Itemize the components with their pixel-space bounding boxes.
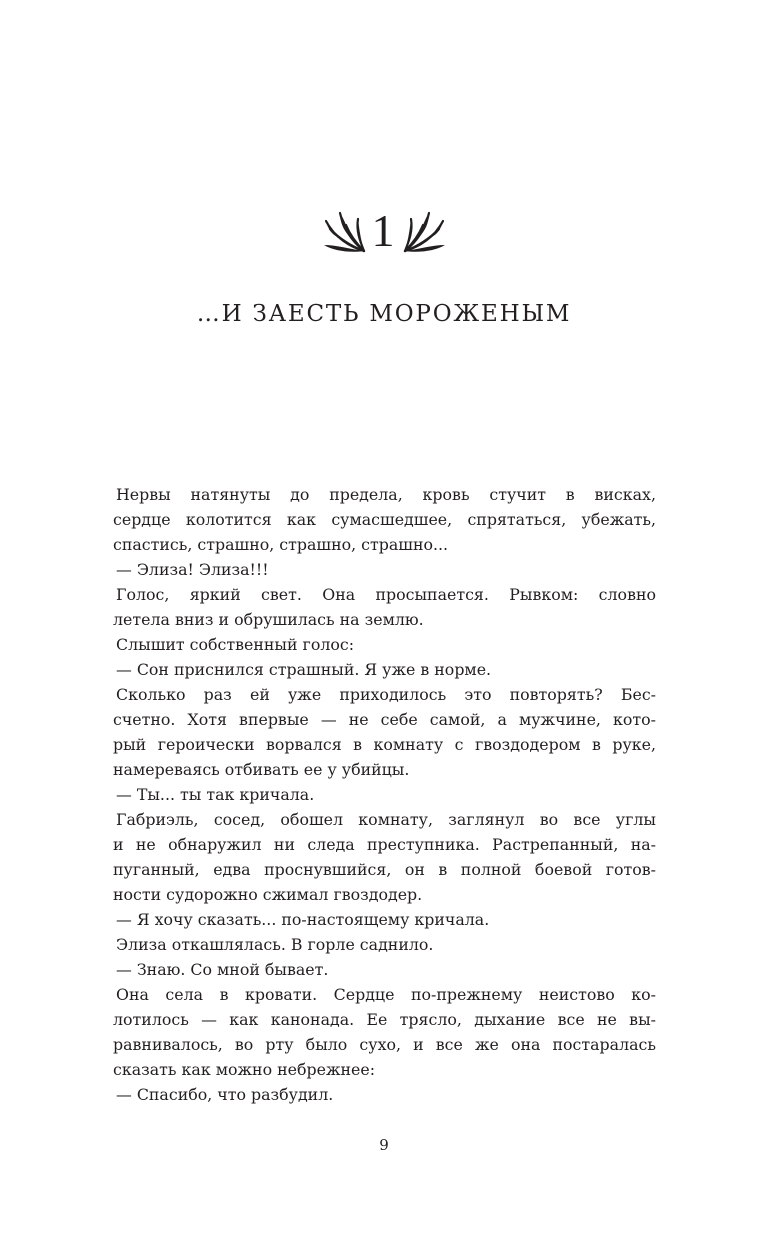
text-line: Она села в кровати. Сердце по-прежнему неистово ко- (116, 985, 656, 1004)
leaf-ornament-left-icon (320, 207, 368, 255)
text-line: — Ты... ты так кричала. (116, 785, 315, 804)
text-line: Габриэль, сосед, обошел комнату, заглянул во все углы (116, 810, 656, 829)
text-line: — Спасибо, что разбудил. (116, 1085, 334, 1104)
text-line: ности судорожно сжимал гвоздодер. (113, 885, 423, 904)
text-line: равнивалось, во рту было сухо, и все же она постаралась (113, 1035, 656, 1054)
text-line: пуганный, едва проснувшийся, он в полной боевой готов- (113, 860, 656, 879)
text-line: намереваясь отбивать ее у убийцы. (113, 760, 410, 779)
text-line: — Знаю. Со мной бывает. (116, 960, 329, 979)
text-line: — Элиза! Элиза!!! (116, 560, 269, 579)
text-line: сказать как можно небрежнее: (113, 1060, 376, 1079)
text-line: спастись, страшно, страшно, страшно... (113, 535, 449, 554)
page-number: 9 (379, 1136, 389, 1154)
text-line: — Сон приснился страшный. Я уже в норме. (116, 660, 492, 679)
text-line: счетно. Хотя впервые — не себе самой, а мужчине, кото- (113, 710, 656, 729)
text-line: Нервы натянуты до предела, кровь стучит в висках, (116, 485, 656, 504)
text-line: Голос, яркий свет. Она просыпается. Рывком: словно (116, 585, 656, 604)
text-line: летела вниз и обрушилась на землю. (113, 610, 424, 629)
chapter-title: …И ЗАЕСТЬ МОРОЖЕНЫМ (196, 301, 572, 327)
text-line: Элиза откашлялась. В горле саднило. (116, 935, 434, 954)
text-line: лотилось — как канонада. Ее трясло, дыхание все не вы- (113, 1010, 656, 1029)
text-line: рый героически ворвался в комнату с гвоздодером в руке, (113, 735, 656, 754)
leaf-ornament-right-icon (401, 207, 449, 255)
body-text (113, 482, 656, 1107)
chapter-number: 1 (371, 205, 395, 256)
text-line: и не обнаружил ни следа преступника. Растрепанный, на- (113, 835, 656, 854)
text-line: сердце колотится как сумасшедшее, спрятаться, убежать, (113, 510, 656, 529)
text-line: Слышит собственный голос: (116, 635, 355, 654)
text-line: — Я хочу сказать... по-настоящему кричала. (116, 910, 490, 929)
chapter-heading (0, 203, 768, 259)
text-line: Сколько раз ей уже приходилось это повторять? Бес- (116, 685, 656, 704)
